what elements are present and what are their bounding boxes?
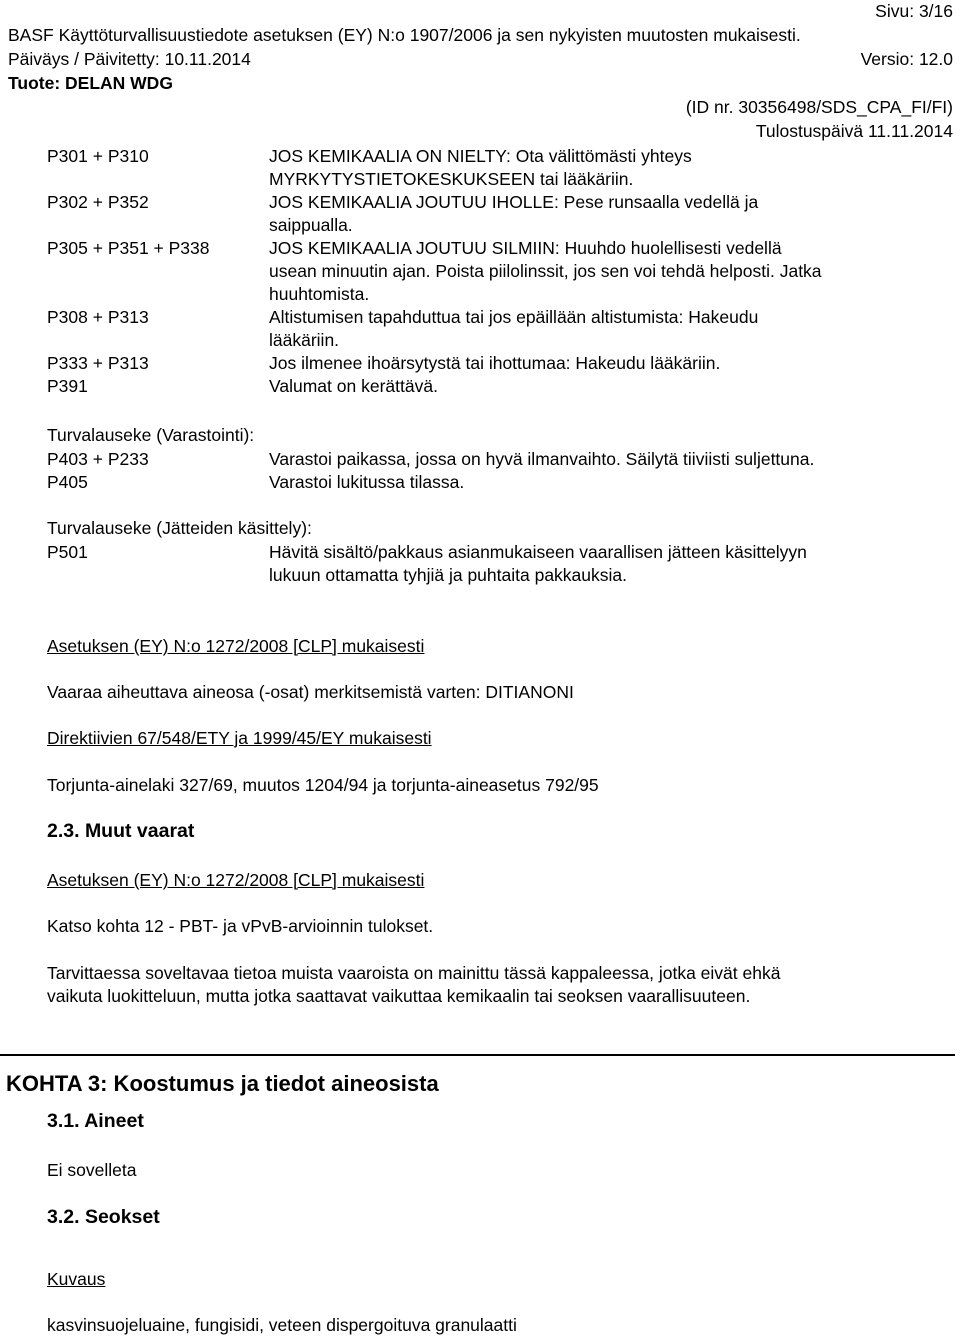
page-number: Sivu: 3/16 [875, 1, 953, 21]
statement-code: P405 [47, 472, 88, 492]
clp-heading-2: Asetuksen (EY) N:o 1272/2008 [CLP] mukaisesti [47, 870, 425, 890]
statement-code: P403 + P233 [47, 449, 149, 469]
document-title: BASF Käyttöturvallisuustiedote asetuksen (EY) N:o 1907/2006 ja sen nykyisten muutosten mukaisesti. [8, 25, 801, 45]
statement-code: P301 + P310 [47, 146, 149, 166]
clp-heading: Asetuksen (EY) N:o 1272/2008 [CLP] mukaisesti [47, 636, 425, 656]
statement-line: MYRKYTYSTIETOKESKUKSEEN tai lääkäriin. [269, 169, 634, 189]
pesticide-law: Torjunta-ainelaki 327/69, muutos 1204/94 ja torjunta-aineasetus 792/95 [47, 775, 599, 795]
statement-row [47, 237, 952, 306]
statement-line: JOS KEMIKAALIA ON NIELTY: Ota välittömästi yhteys [269, 146, 692, 166]
statement-text [269, 145, 952, 191]
statement-code: P391 [47, 376, 88, 396]
statement-line: Jos ilmenee ihoärsytystä tai ihottumaa: Hakeudu lääkäriin. [269, 353, 721, 373]
other-hazards-heading: 2.3. Muut vaarat [47, 820, 195, 842]
other-hazards-note [47, 962, 952, 1008]
disposal-statements [47, 541, 952, 587]
statement-code: P501 [47, 542, 88, 562]
statement-text [269, 191, 952, 237]
statement-line: Altistumisen tapahduttua tai jos epäillään altistumista: Hakeudu [269, 307, 759, 327]
statement-row [47, 448, 952, 471]
statement-row [47, 306, 952, 352]
note-line: Tarvittaessa soveltavaa tietoa muista vaaroista on mainittu tässä kappaleessa, jotka eivät ehkä [47, 963, 781, 983]
section-divider [0, 1054, 955, 1056]
document-id: (ID nr. 30356498/SDS_CPA_FI/FI) [685, 97, 953, 117]
statement-row [47, 375, 952, 398]
statement-text [269, 541, 952, 587]
statement-row [47, 145, 952, 191]
note-line: vaikuta luokitteluun, mutta jotka saattavat vaikuttaa kemikaalin tai seoksen vaarallisuuteen. [47, 986, 751, 1006]
statement-code: P308 + P313 [47, 307, 149, 327]
substances-heading: 3.1. Aineet [47, 1110, 144, 1132]
statement-text [269, 237, 952, 306]
pbt-note: Katso kohta 12 - PBT- ja vPvB-arvioinnin tulokset. [47, 916, 434, 936]
disposal-heading: Turvalauseke (Jätteiden käsittely): [47, 518, 312, 538]
statement-line: Valumat on kerättävä. [269, 376, 438, 396]
description-text: kasvinsuojeluaine, fungisidi, veteen dispergoituva granulaatti [47, 1315, 517, 1335]
statement-text: Varastoi lukitussa tilassa. [269, 472, 465, 492]
statement-line: Hävitä sisältö/pakkaus asianmukaiseen vaarallisen jätteen käsittelyyn [269, 542, 807, 562]
statement-text [269, 306, 952, 352]
statement-line: usean minuutin ajan. Poista piilolinssit, jos sen voi tehdä helposti. Jatka [269, 261, 822, 281]
statement-row [47, 352, 952, 375]
statement-code: P305 + P351 + P338 [47, 238, 210, 258]
hazard-component: Vaaraa aiheuttava aineosa (-osat) merkitsemistä varten: DITIANONI [47, 682, 574, 702]
product-name: Tuote: DELAN WDG [8, 73, 173, 93]
version: Versio: 12.0 [860, 49, 953, 69]
statement-row [47, 471, 952, 494]
statement-text [269, 375, 952, 398]
statement-row [47, 541, 952, 587]
statement-line: JOS KEMIKAALIA JOUTUU SILMIIN: Huuhdo huolellisesti vedellä [269, 238, 782, 258]
statement-line: saippualla. [269, 215, 353, 235]
mixtures-heading: 3.2. Seokset [47, 1206, 160, 1228]
directive-heading: Direktiivien 67/548/ETY ja 1999/45/EY mukaisesti [47, 728, 432, 748]
statement-text [269, 352, 952, 375]
statement-code: P333 + P313 [47, 353, 149, 373]
description-label: Kuvaus [47, 1269, 106, 1289]
storage-statements [47, 448, 952, 494]
print-date: Tulostuspäivä 11.11.2014 [755, 121, 953, 141]
statement-row [47, 191, 952, 237]
statement-line: JOS KEMIKAALIA JOUTUU IHOLLE: Pese runsaalla vedellä ja [269, 192, 759, 212]
storage-heading: Turvalauseke (Varastointi): [47, 425, 255, 445]
revision-date: Päiväys / Päivitetty: 10.11.2014 [8, 49, 251, 69]
section-3-title: KOHTA 3: Koostumus ja tiedot aineosista [6, 1071, 439, 1096]
response-statements [47, 145, 952, 398]
statement-code: P302 + P352 [47, 192, 149, 212]
substances-text: Ei sovelleta [47, 1160, 137, 1180]
statement-line: lääkäriin. [269, 330, 340, 350]
statement-text: Varastoi paikassa, jossa on hyvä ilmanvaihto. Säilytä tiiviisti suljettuna. [269, 449, 815, 469]
statement-line: lukuun ottamatta tyhjiä ja puhtaita pakkauksia. [269, 565, 627, 585]
statement-line: huuhtomista. [269, 284, 370, 304]
